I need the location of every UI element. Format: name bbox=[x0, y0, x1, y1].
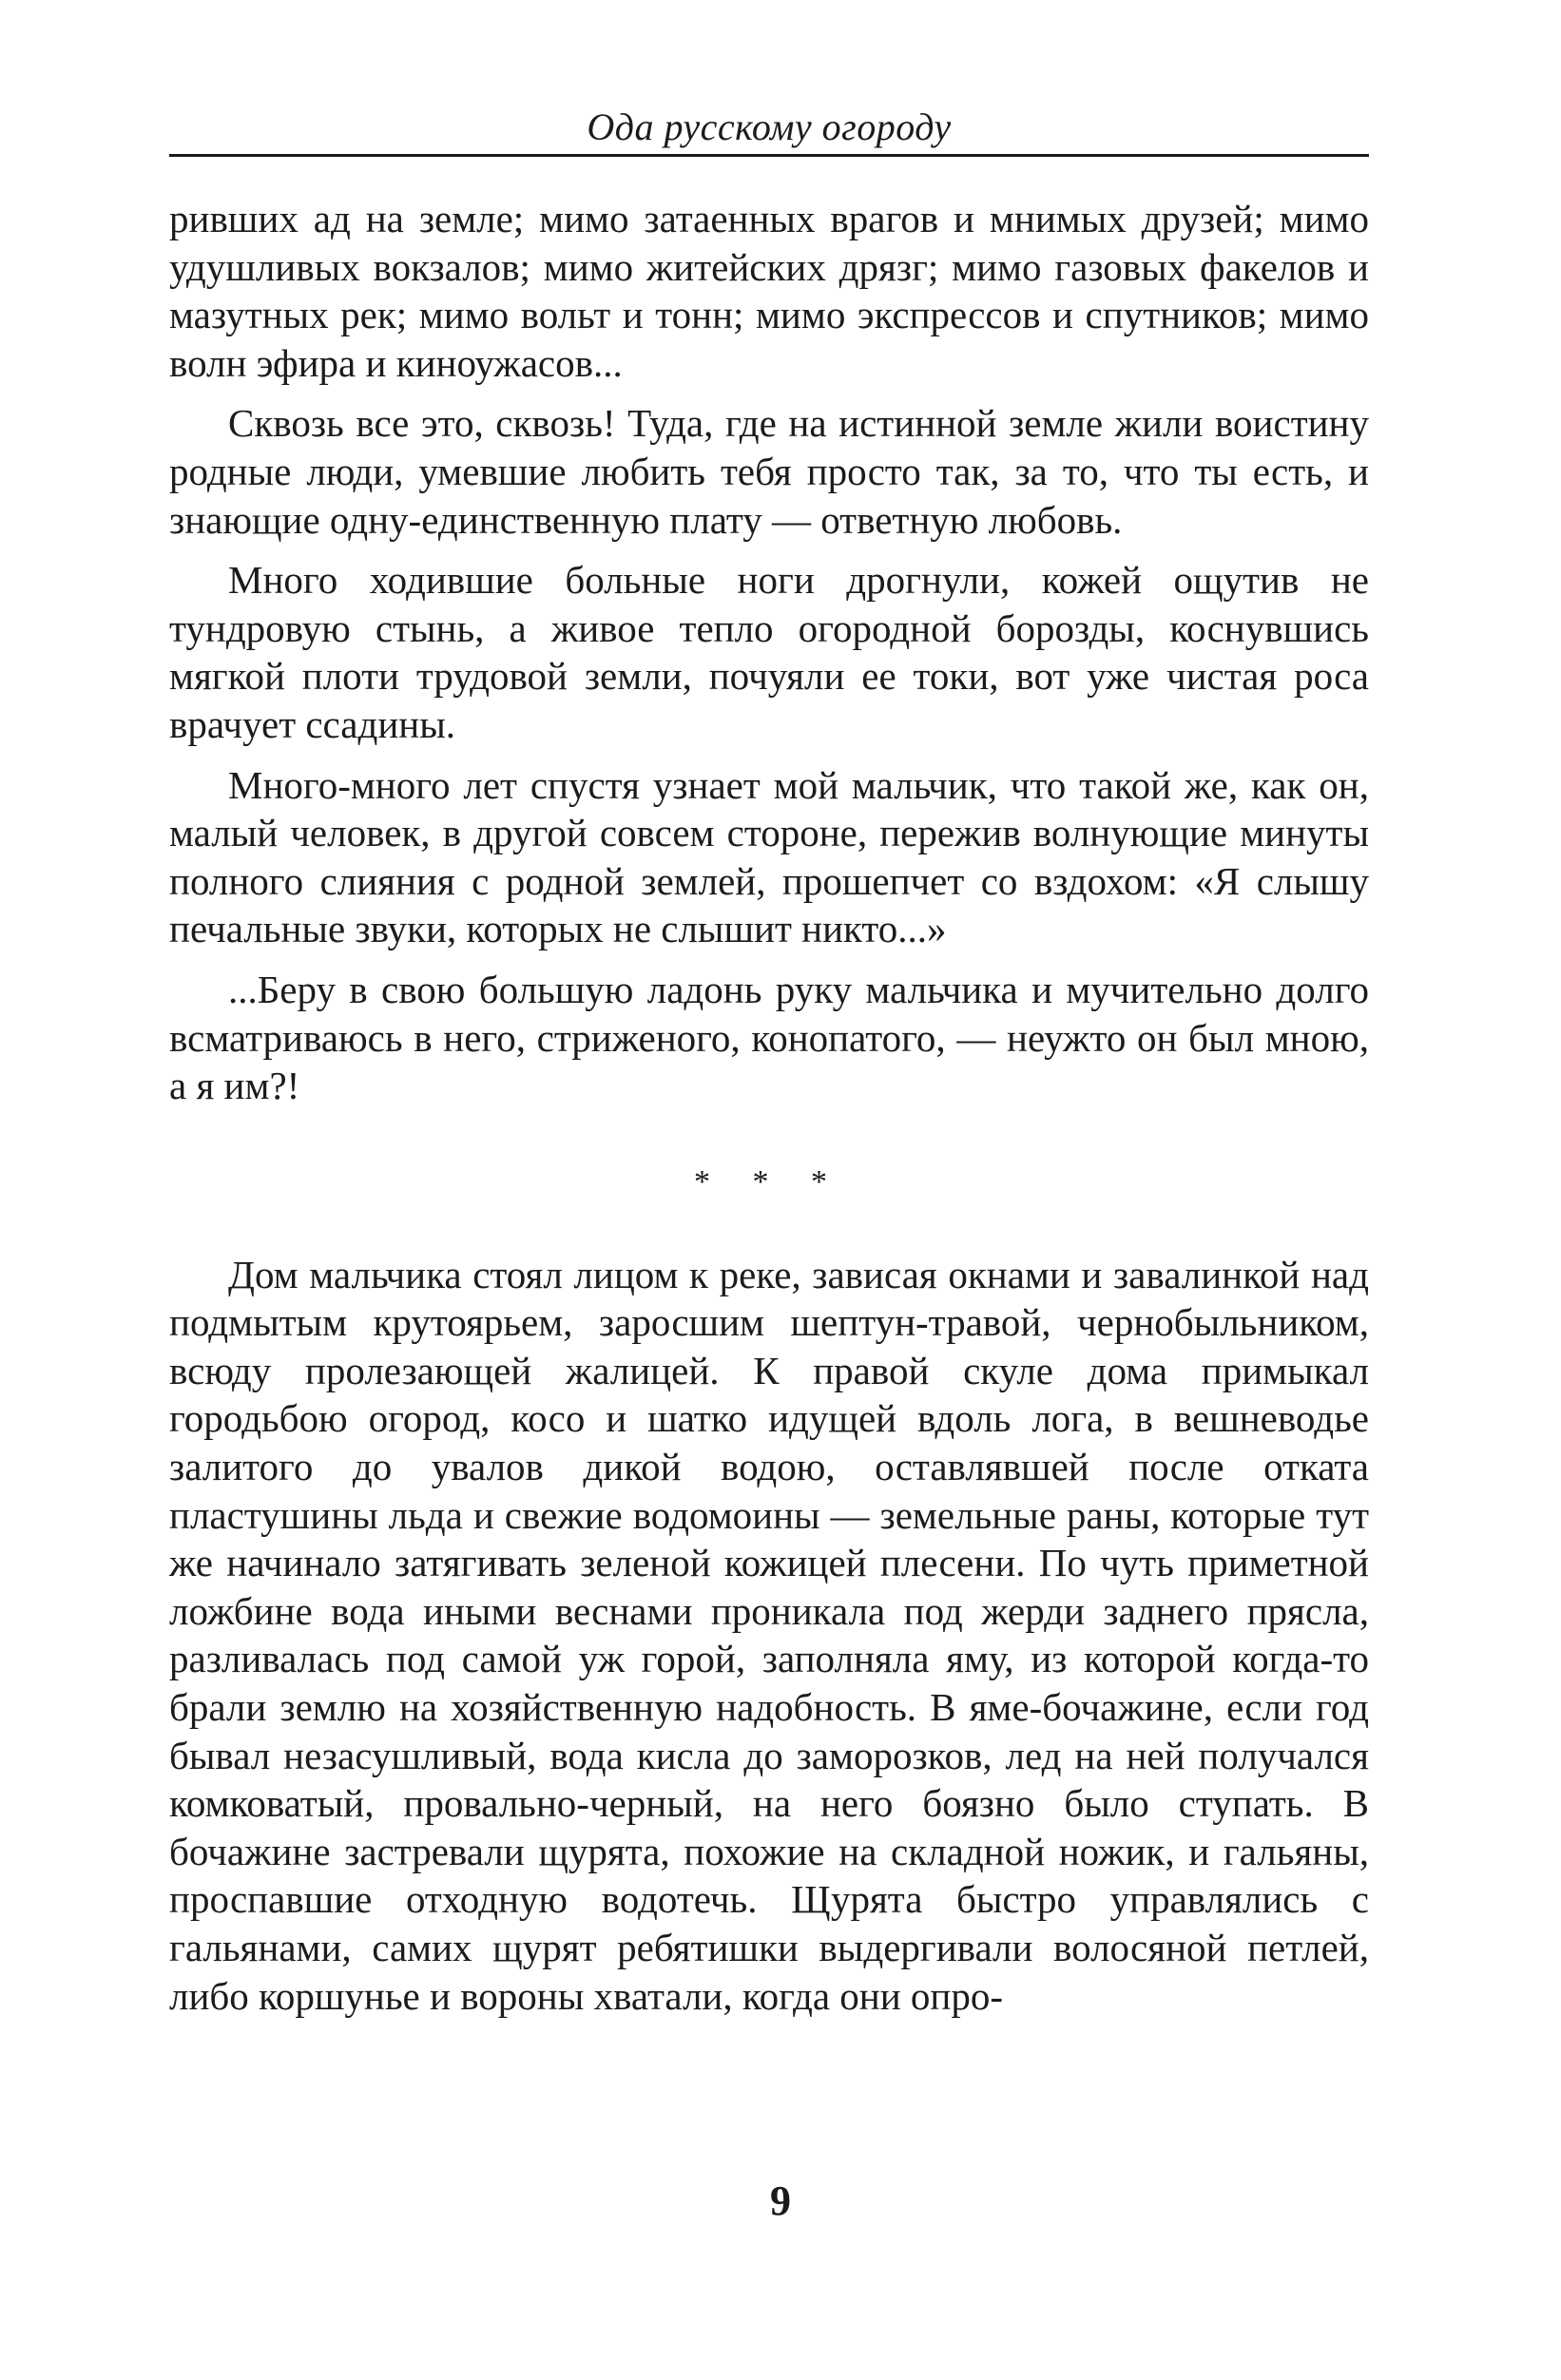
section-separator: * * * bbox=[694, 1163, 844, 1200]
book-page bbox=[169, 105, 1369, 2020]
text-block-after-separator bbox=[169, 1251, 1369, 2021]
page-number: 9 bbox=[770, 2178, 791, 2224]
running-head: Ода русскому огороду bbox=[587, 106, 952, 148]
paragraph-6: Дом мальчика стоял лицом к реке, зависая окнами и завалинкой над подмытым крутоярьем, заросшим шептун-травой, чернобыльником, всюду пролезающей жалицей. К правой скуле дома примыкал городьбою огород, косо и шатко идущей вдоль лога, в вешневодье залитого до увалов дикой водою, оставлявшей после отката пластушины льда и свежие водомоины — земельные раны, которые тут же начинало затягивать зеленой кожицей плесени. По чуть приметной ложбине вода иными веснами проникала под жерди заднего прясла, разливалась под самой уж горой, заполняла яму, из которой когда-то брали землю на хозяйственную надобность. В яме-бочажине, если год бывал незасушливый, вода кисла до заморозков, лед на ней получался комковатый, провально-черный, на него боязно было ступать. В бочажине застревали щурята, похожие на складной ножик, и гальяны, проспавшие отходную водотечь. Щурята быстро управлялись с гальянами, самих щурят ребятишки выдергивали волосяной петлей, либо коршунье и вороны хватали, когда они опро- bbox=[169, 1252, 1369, 2018]
header-rule bbox=[169, 154, 1369, 157]
paragraph-5: ...Беру в свою большую ладонь руку мальчика и мучительно долго всматриваюсь в него, стриженого, конопатого, — неужто он был мною, а я им?! bbox=[169, 967, 1369, 1108]
paragraph-4: Много-много лет спустя узнает мой мальчик, что такой же, как он, малый человек, в другой совсем стороне, пережив волнующие минуты полного слияния с родной землей, прошепчет со вздохом: «Я слышу печальные звуки, которых не слышит никто...» bbox=[169, 762, 1369, 951]
text-block-before-separator bbox=[169, 195, 1369, 1110]
paragraph-1: ривших ад на земле; мимо затаенных врагов и мнимых друзей; мимо удушливых вокзалов; мимо житейских дрязг; мимо газовых факелов и мазутных рек; мимо вольт и тонн; мимо экспрессов и спутников; мимо волн эфира и киноужасов... bbox=[169, 197, 1369, 385]
paragraph-3: Много ходившие больные ноги дрогнули, кожей ощутив не тундровую стынь, а живое тепло огородной борозды, коснувшись мягкой плоти трудовой земли, почуяли ее токи, вот уже чистая роса врачует ссадины. bbox=[169, 558, 1369, 746]
paragraph-2: Сквозь все это, сквозь! Туда, где на истинной земле жили воистину родные люди, умевшие любить тебя просто так, за то, что ты есть, и знающие одну-единственную плату — ответную любовь. bbox=[169, 401, 1369, 542]
